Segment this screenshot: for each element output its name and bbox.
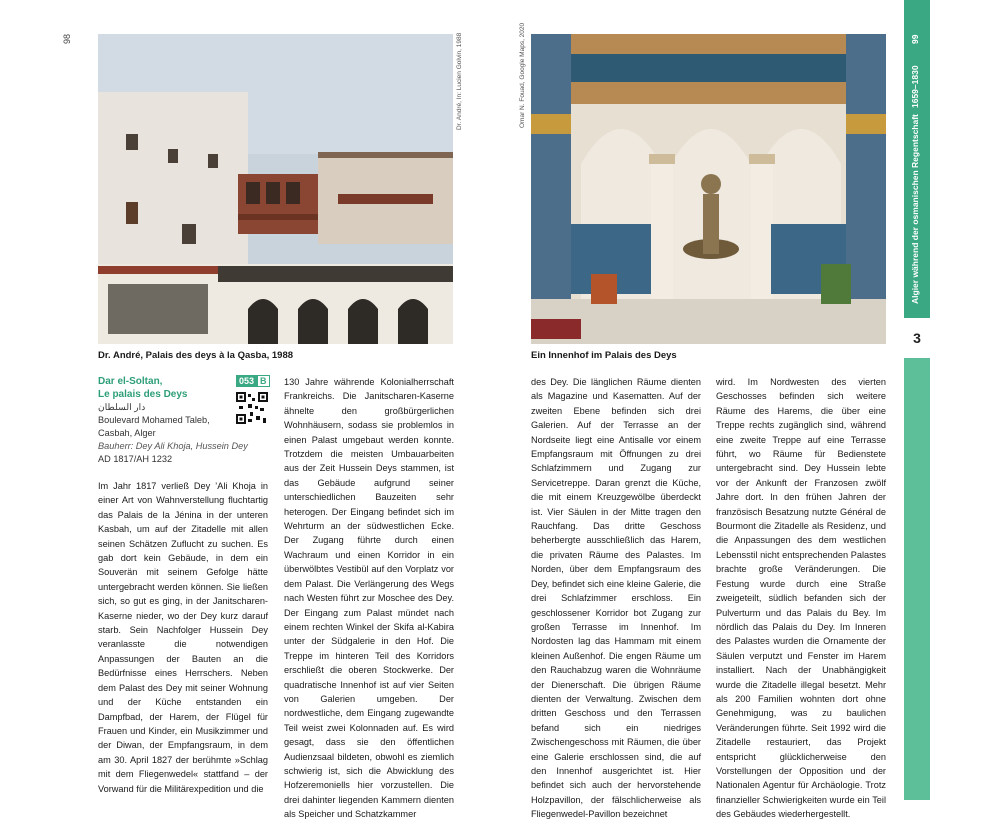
column-2-text: 130 Jahre währende Kolonialherrschaft Frankreichs. Die Janitscharen-Kaserne ähnelte den großbürgerlichen Wohnhäusern, sodass sie problemlos in einen Palast umgebaut werden konnte. Trotzdem die meisten Umbauarbeiten aus der Zeit Hussein Deys stammen, ist das Gebäude aufgrund seiner unterschiedlichen Bauzeiten sehr heterogen. Der Eingang befindet sich im Wehrturm an der südwestlichen Ecke. Der Zugang führte durch einen Wachraum und einen Korridor in ein überwölbtes Vestibül auf den Vorplatz vor dem Palast. Die Verlängerung des Wegs nach Westen führt zur Moschee des Dey. Der Eingang zum Palast mündet nach einem rechten Winkel der Skifa al-Kabira unter der Südgalerie in den Hof. Die Treppe im hinteren Teil des Korridors erschließt die oberen Stockwerke. Der quadratische Innenhof ist auf vier Seiten von Galerien umgeben. Der nordwestliche, dem Eingang zugewandte Teil weist zwei Kolonnaden auf. Es wird gesagt, dass sie den öffentlichen Audienzsaal bildeten, obwohl es ziemlich schwierig ist, sich die Abwicklung des Hofzeremoniells hier vorzustellen. Die drei dahinter liegenden Kammern dienten als Speicher und Schatzkammer (284, 377, 454, 820)
badge-letter: B (257, 375, 270, 387)
palais-exterior-image (98, 34, 453, 344)
chapter-title: Algier während der osmanischen Regentschaft (910, 114, 920, 304)
text-column-4 (716, 375, 886, 822)
entry-address-line1: Boulevard Mohamed Taleb, (98, 415, 210, 425)
caption-left: Dr. André, Palais des deys à la Qasba, 1988 (98, 350, 294, 361)
page-number-left: 98 (62, 33, 72, 44)
entry-date: AD 1817/AH 1232 (98, 454, 173, 464)
caption-right: Ein Innenhof im Palais des Deys (531, 350, 677, 361)
entry-address-line2: Casbah, Alger (98, 428, 156, 438)
photo-courtyard (531, 34, 886, 344)
qr-code-icon (236, 392, 268, 424)
column-4-text: wird. Im Nordwesten des vierten Geschosses befinden sich weitere Räume des Harems, die über eine Treppe rechts zugänglich sind, während eine zweite Treppe auf eine Terrasse führt, wo Räume für Bedienstete untergebracht sind. Dey Hussein lebte vor der Ankunft der Franzosen zwölf Jahre dort. In den frühen Jahren der französisch Besatzung nutzte Général de Bourmont die Zitadelle als Residenz, und die Anpassungen des dem westlichen Lebensstil nicht entsprechenden Palastes brachte große Veränderungen. Die Festung wurde durch eine Straße zweigeteilt, südlich befanden sich der Pulverturm und das Palais du Bey. Im nördlich das Palais du Dey. Im Inneren des Palastes wurden die Ornamente der Säulen verputzt und Fenster im Harem installiert. Nach der Unabhängigkeit wurde die Zitadelle illegal besetzt. Mehr als 200 Familien wohnten dort ohne Genehmigung, was zu baulichen Veränderungen führte. Seit 1992 wird die Zitadelle restauriert, das Projekt entspricht glücklicherweise den Vorstellungen der Opposition und der Nationalen Agentur für Archäologie. Trotz finanzieller Schwierigkeiten wurde ein Teil des Gebäudes wiederhergestellt. (716, 377, 886, 820)
entry-arabic-name: دار السلطان (98, 402, 146, 412)
page-number-right: 99 (910, 34, 920, 44)
chapter-number[interactable]: 3 (904, 318, 930, 358)
photo-credit-left: Dr. André, In: Lucien Golvin, 1988 (456, 32, 463, 130)
text-column-2 (284, 375, 454, 822)
chapter-years: 1659–1830 (910, 65, 920, 108)
text-column-3 (531, 375, 701, 822)
text-column-1 (98, 479, 268, 796)
photo-credit-right: Omar N. Fouad, Google Maps, 2020 (519, 22, 526, 128)
photo-palais-exterior (98, 34, 453, 344)
entry-title-line1: Dar el-Soltan, (98, 376, 163, 387)
entry-builder-text: Bauherr: Dey Ali Khoja, Hussein Dey (98, 441, 248, 451)
badge-number: 053 (236, 375, 257, 387)
column-3-text: des Dey. Die länglichen Räume dienten als Magazine und Kasematten. Auf der zweiten Ebene befinden sich drei Galerien. Auf der Terrasse an der Nordseite liegt eine Antisalle vor einem Empfangsraum mit Öffnungen zu drei Schlafzimmern und Zugang zur Servicetreppe. Daran grenzt die Küche, die mit einem Kreuzgewölbe überdeckt ist. Vier Säulen in der Mitte tragen den Rauchfang. Das dritte Geschoss beherbergte ausschließlich das Harem, die privaten Räume des Palastes. Im Norden, über dem Empfangsraum des Dey, befindet sich eine kleine Galerie, die drei Schlafzimmer erschloss. Ein geschlossener Korridor bot Zugang zur großen Terrasse im Innenhof. Im Nordosten lag das Hammam mit einem kleinen Außenhof. Die engen Räume um den Rauchabzug waren die Wohnräume der Dienerschaft. Die übrigen Räume dienten der Verwaltung. Zwischen dem dritten Geschoss und den Terrassen befand sich ein niedriges Zwischengeschoss mit Räumen, die über eine Galerie erschlossen sind, die auf den Innenhof ausgerichtet ist. Hier befindet sich auch der hervorstehende Holzpavillon, der fälschlicherweise als Fliegenwedel-Pavillon bezeichnet (531, 377, 701, 820)
column-1-text: Im Jahr 1817 verließ Dey ’Ali Khoja in einer Art von Wahnverstellung fluchtartig das Palais de la Jénina in der unteren Kasbah, um auf der Zitadelle mit allen seinen Schätzen Zuflucht zu suchen. Es gab dort kein Gebäude, in dem ein Souverän mit seinem Gefolge hätte untergebracht werden können. Sie ließen sich, so gut es ging, in der Janitscharen-Kaserne nieder, wo der Dey kurz darauf starb. Sein Nachfolger Hussein Dey veranlasste die notwendigen Anpassungen der Bauten an die Bedürfnisse eines Herrschers. Neben dem Palast des Dey mit seiner Wohnung und der Küche entstanden ein Dampfbad, der Harem, der Flügel für Frauen und Kinder, ein Musikzimmer und der Diwan, der Empfangsraum, in dem am 30. April 1827 der berühmte »Schlag mit dem Fliegenwedel« stattfand – der Vorwand für die Militärexpedition und die (98, 481, 268, 794)
entry-badge (236, 375, 270, 387)
courtyard-image (531, 34, 886, 344)
qr-code[interactable] (236, 392, 268, 424)
entry-builder (98, 440, 263, 453)
entry-title-line2: Le palais des Deys (98, 389, 188, 400)
